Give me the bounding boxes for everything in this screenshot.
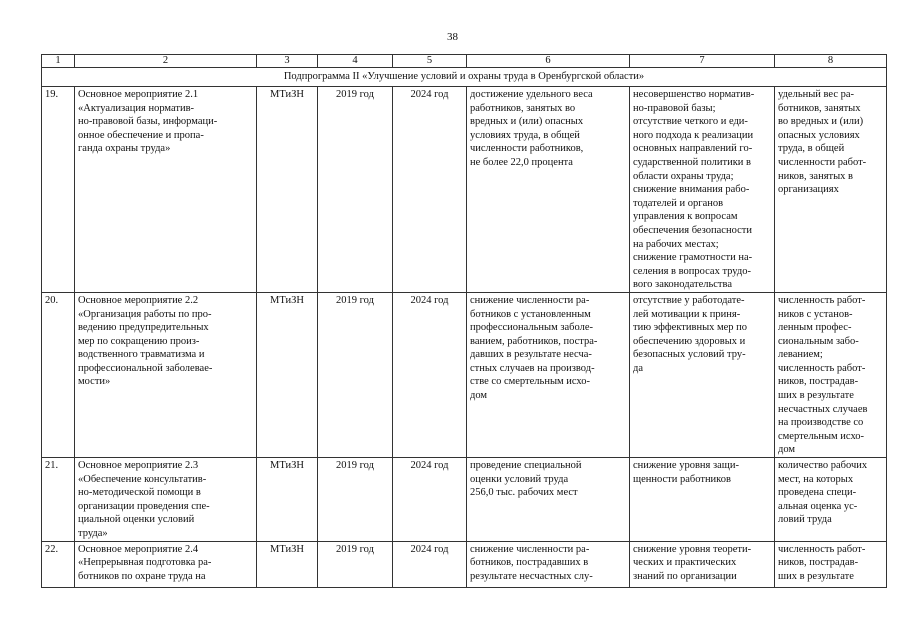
- executor-cell: МТиЗН: [257, 292, 318, 457]
- result-cell: снижение численности ра- ботников с установленным профессиональным заболе- ванием, работников, постра- давших в результате несча- стных случаев на производ- стве со смертельным исхо- дом: [467, 292, 630, 457]
- page-number: 38: [447, 31, 458, 43]
- column-number: 5: [393, 55, 467, 68]
- column-number: 1: [42, 55, 75, 68]
- column-number: 8: [775, 55, 887, 68]
- row-number: 21.: [42, 458, 75, 542]
- column-number-row: [42, 55, 887, 68]
- table-row: [42, 458, 887, 542]
- column-number: 2: [75, 55, 257, 68]
- table-row: [42, 292, 887, 457]
- executor-cell: МТиЗН: [257, 87, 318, 293]
- row-number: 20.: [42, 292, 75, 457]
- start-year-cell: 2019 год: [318, 458, 393, 542]
- activity-cell: Основное мероприятие 2.3 «Обеспечение консультатив- но-методической помощи в организации проведения спе- циальной оценки условий труда»: [75, 458, 257, 542]
- start-year-cell: 2019 год: [318, 541, 393, 587]
- consequences-cell: снижение уровня защи- щенности работников: [630, 458, 775, 542]
- result-cell: достижение удельного веса работников, занятых во вредных и (или) опасных условиях труда, в общей численности работников, не более 22,0 процента: [467, 87, 630, 293]
- executor-cell: МТиЗН: [257, 458, 318, 542]
- activity-cell: Основное мероприятие 2.2 «Организация работы по про- ведению предупредительных мер по сокращению произ- водственного травматизма и профессиональной заболевае- мости»: [75, 292, 257, 457]
- start-year-cell: 2019 год: [318, 292, 393, 457]
- consequences-cell: снижение уровня теорети- ческих и практических знаний по организации: [630, 541, 775, 587]
- activity-cell: Основное мероприятие 2.1 «Актуализация норматив- но-правовой базы, информаци- онное обеспечение и пропа- ганда охраны труда»: [75, 87, 257, 293]
- indicator-cell: численность работ- ников, пострадав- ших в результате: [775, 541, 887, 587]
- column-number: 3: [257, 55, 318, 68]
- row-number: 19.: [42, 87, 75, 293]
- activity-cell: Основное мероприятие 2.4 «Непрерывная подготовка ра- ботников по охране труда на: [75, 541, 257, 587]
- indicator-cell: количество рабочих мест, на которых проведена специ- альная оценка ус- ловий труда: [775, 458, 887, 542]
- row-number: 22.: [42, 541, 75, 587]
- activities-table: [41, 54, 887, 588]
- subprogram-row: [42, 68, 887, 87]
- end-year-cell: 2024 год: [393, 541, 467, 587]
- indicator-cell: удельный вес ра- ботников, занятых во вредных и (или) опасных условиях труда, в общей численности работ- ников, занятых в организациях: [775, 87, 887, 293]
- column-number: 6: [467, 55, 630, 68]
- column-number: 4: [318, 55, 393, 68]
- subprogram-title: Подпрограмма II «Улучшение условий и охраны труда в Оренбургской области»: [42, 68, 887, 87]
- end-year-cell: 2024 год: [393, 458, 467, 542]
- column-number: 7: [630, 55, 775, 68]
- table-row: [42, 87, 887, 293]
- start-year-cell: 2019 год: [318, 87, 393, 293]
- table-row: [42, 541, 887, 587]
- result-cell: снижение численности ра- ботников, пострадавших в результате несчастных слу-: [467, 541, 630, 587]
- executor-cell: МТиЗН: [257, 541, 318, 587]
- end-year-cell: 2024 год: [393, 87, 467, 293]
- indicator-cell: численность работ- ников с установ- ленным профес- сиональным забо- леванием; численность работ- ников, пострадав- ших в результате несчастных случаев на производстве со смертельным исхо- дом: [775, 292, 887, 457]
- end-year-cell: 2024 год: [393, 292, 467, 457]
- consequences-cell: несовершенство норматив- но-правовой базы; отсутствие четкого и еди- ного подхода к реализации основных направлений го- сударственной политики в области охраны труда; снижение внимания рабо- тодателей и органов управления к вопросам обеспечения безопасности на рабочих местах; снижение грамотности на- селения в вопросах трудо- вого законодательства: [630, 87, 775, 293]
- result-cell: проведение специальной оценки условий труда 256,0 тыс. рабочих мест: [467, 458, 630, 542]
- consequences-cell: отсутствие у работодате- лей мотивации к приня- тию эффективных мер по обеспечению здоровых и безопасных условий тру- да: [630, 292, 775, 457]
